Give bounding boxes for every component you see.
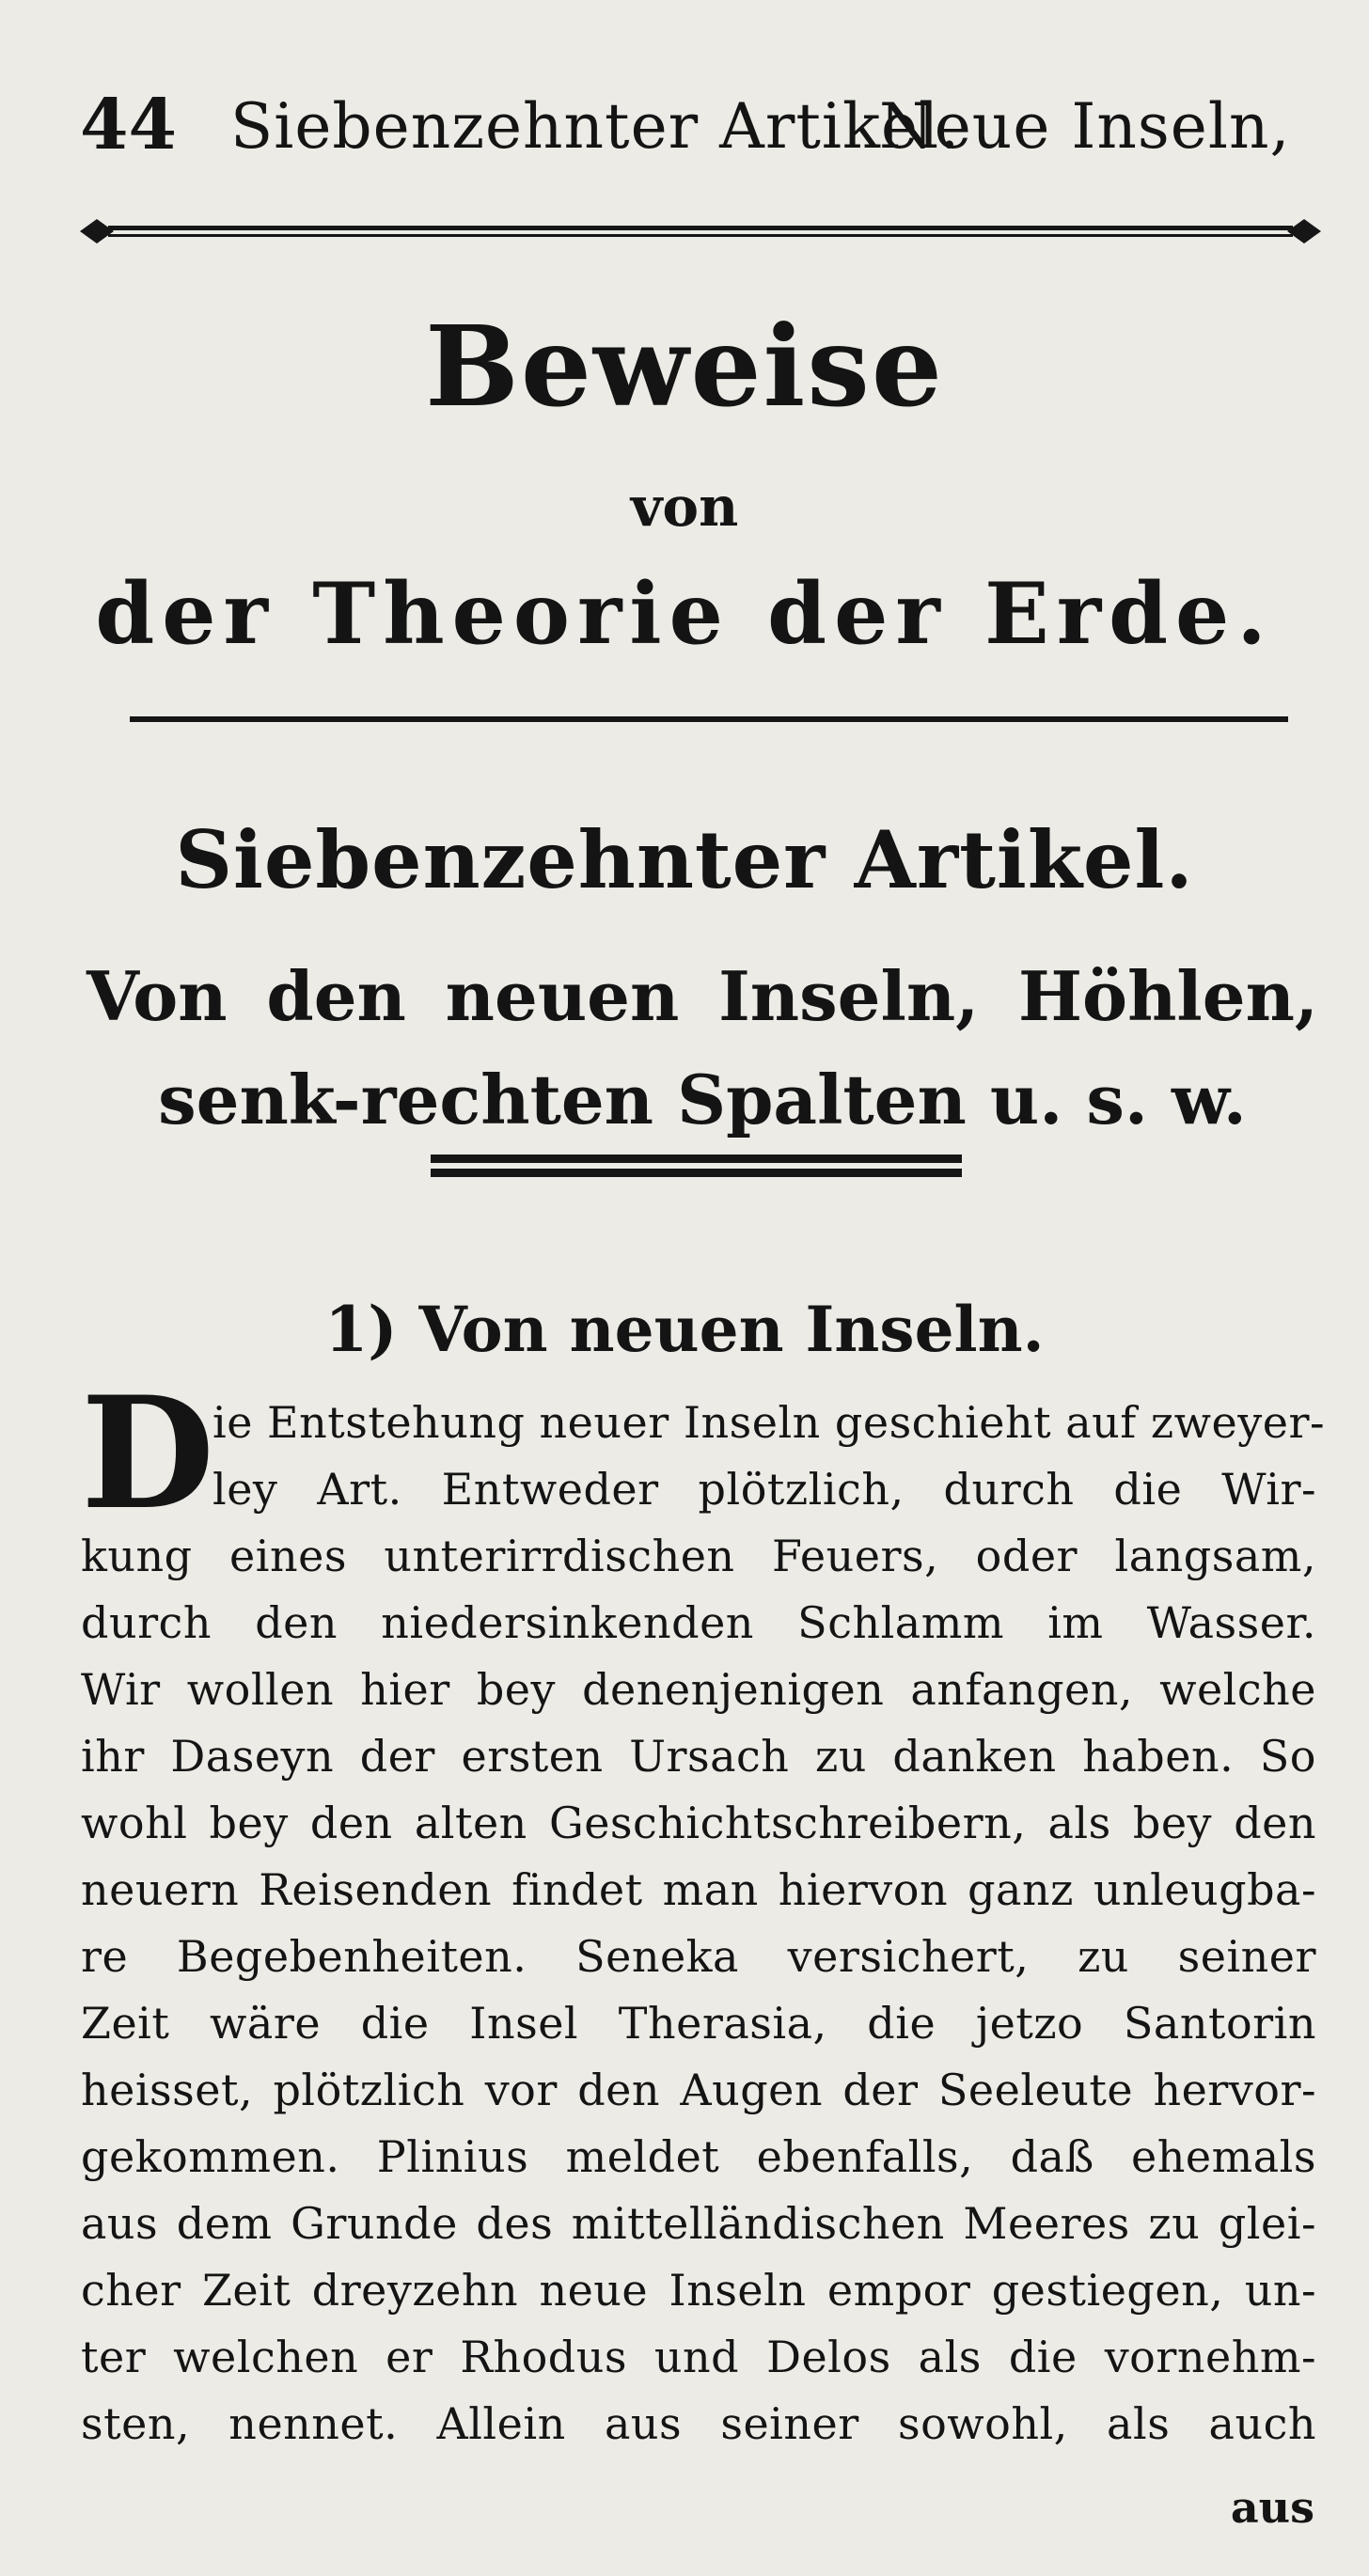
- text-line: gekommen. Plinius meldet ebenfalls, daß ehemals: [81, 2131, 1316, 2182]
- text-line: kung eines unterirrdischen Feuers, oder langsam,: [81, 1531, 1316, 1581]
- text-line: wohl bey den alten Geschichtschreibern, als bey den: [81, 1798, 1316, 1848]
- running-head-title: Siebenzehnter Artikel.: [230, 90, 961, 163]
- text-line: Wir wollen hier bey denenjenigen anfangen, welche: [81, 1664, 1316, 1715]
- text-line: ley Art. Entweder plötzlich, durch die Wir-: [212, 1464, 1316, 1515]
- running-head: [80, 77, 1313, 171]
- title-von: von: [630, 475, 739, 539]
- article-subtitle: Von den neuen Inseln, Höhlen, senk-rechten Spalten u. s. w.: [87, 956, 1318, 1139]
- text-line: ihr Daseyn der ersten Ursach zu danken haben. So: [81, 1731, 1316, 1782]
- text-line: heisset, plötzlich vor den Augen der Seeleute hervor-: [81, 2065, 1316, 2115]
- title-theorie: der Theorie der Erde.: [95, 564, 1274, 664]
- text-line: sten, nennet. Allein aus seiner sowohl, als auch: [81, 2398, 1316, 2449]
- text-line: ter welchen er Rhodus und Delos als die vornehm-: [81, 2332, 1316, 2382]
- drop-cap: D: [81, 1362, 215, 1544]
- text-line: ie Entstehung neuer Inseln geschieht auf zweyer-: [212, 1397, 1326, 1448]
- text-line: re Begebenheiten. Seneka versichert, zu seiner: [81, 1931, 1316, 1982]
- body-text: [81, 1362, 1326, 2458]
- double-rule: [431, 1154, 962, 1179]
- text-line: aus dem Grunde des mittelländischen Meeres zu glei-: [81, 2198, 1316, 2249]
- catchword: aus: [1230, 2482, 1314, 2533]
- article-title: Siebenzehnter Artikel.: [175, 813, 1194, 906]
- running-head-topic: Neue Inseln,: [879, 90, 1291, 163]
- text-line: Zeit wäre die Insel Therasia, die jetzo Santorin: [81, 1998, 1316, 2049]
- section-heading: 1) Von neuen Inseln.: [324, 1293, 1045, 1366]
- ornamental-rule: [80, 212, 1321, 251]
- text-line: neuern Reisenden findet man hiervon ganz unleugba-: [81, 1864, 1316, 1915]
- title-beweise: Beweise: [425, 301, 944, 432]
- text-line: durch den niedersinkenden Schlamm im Wasser.: [81, 1597, 1316, 1648]
- page-number: 44: [80, 85, 177, 165]
- divider-rule: [130, 716, 1288, 722]
- text-line: cher Zeit dreyzehn neue Inseln empor gestiegen, un-: [81, 2265, 1316, 2316]
